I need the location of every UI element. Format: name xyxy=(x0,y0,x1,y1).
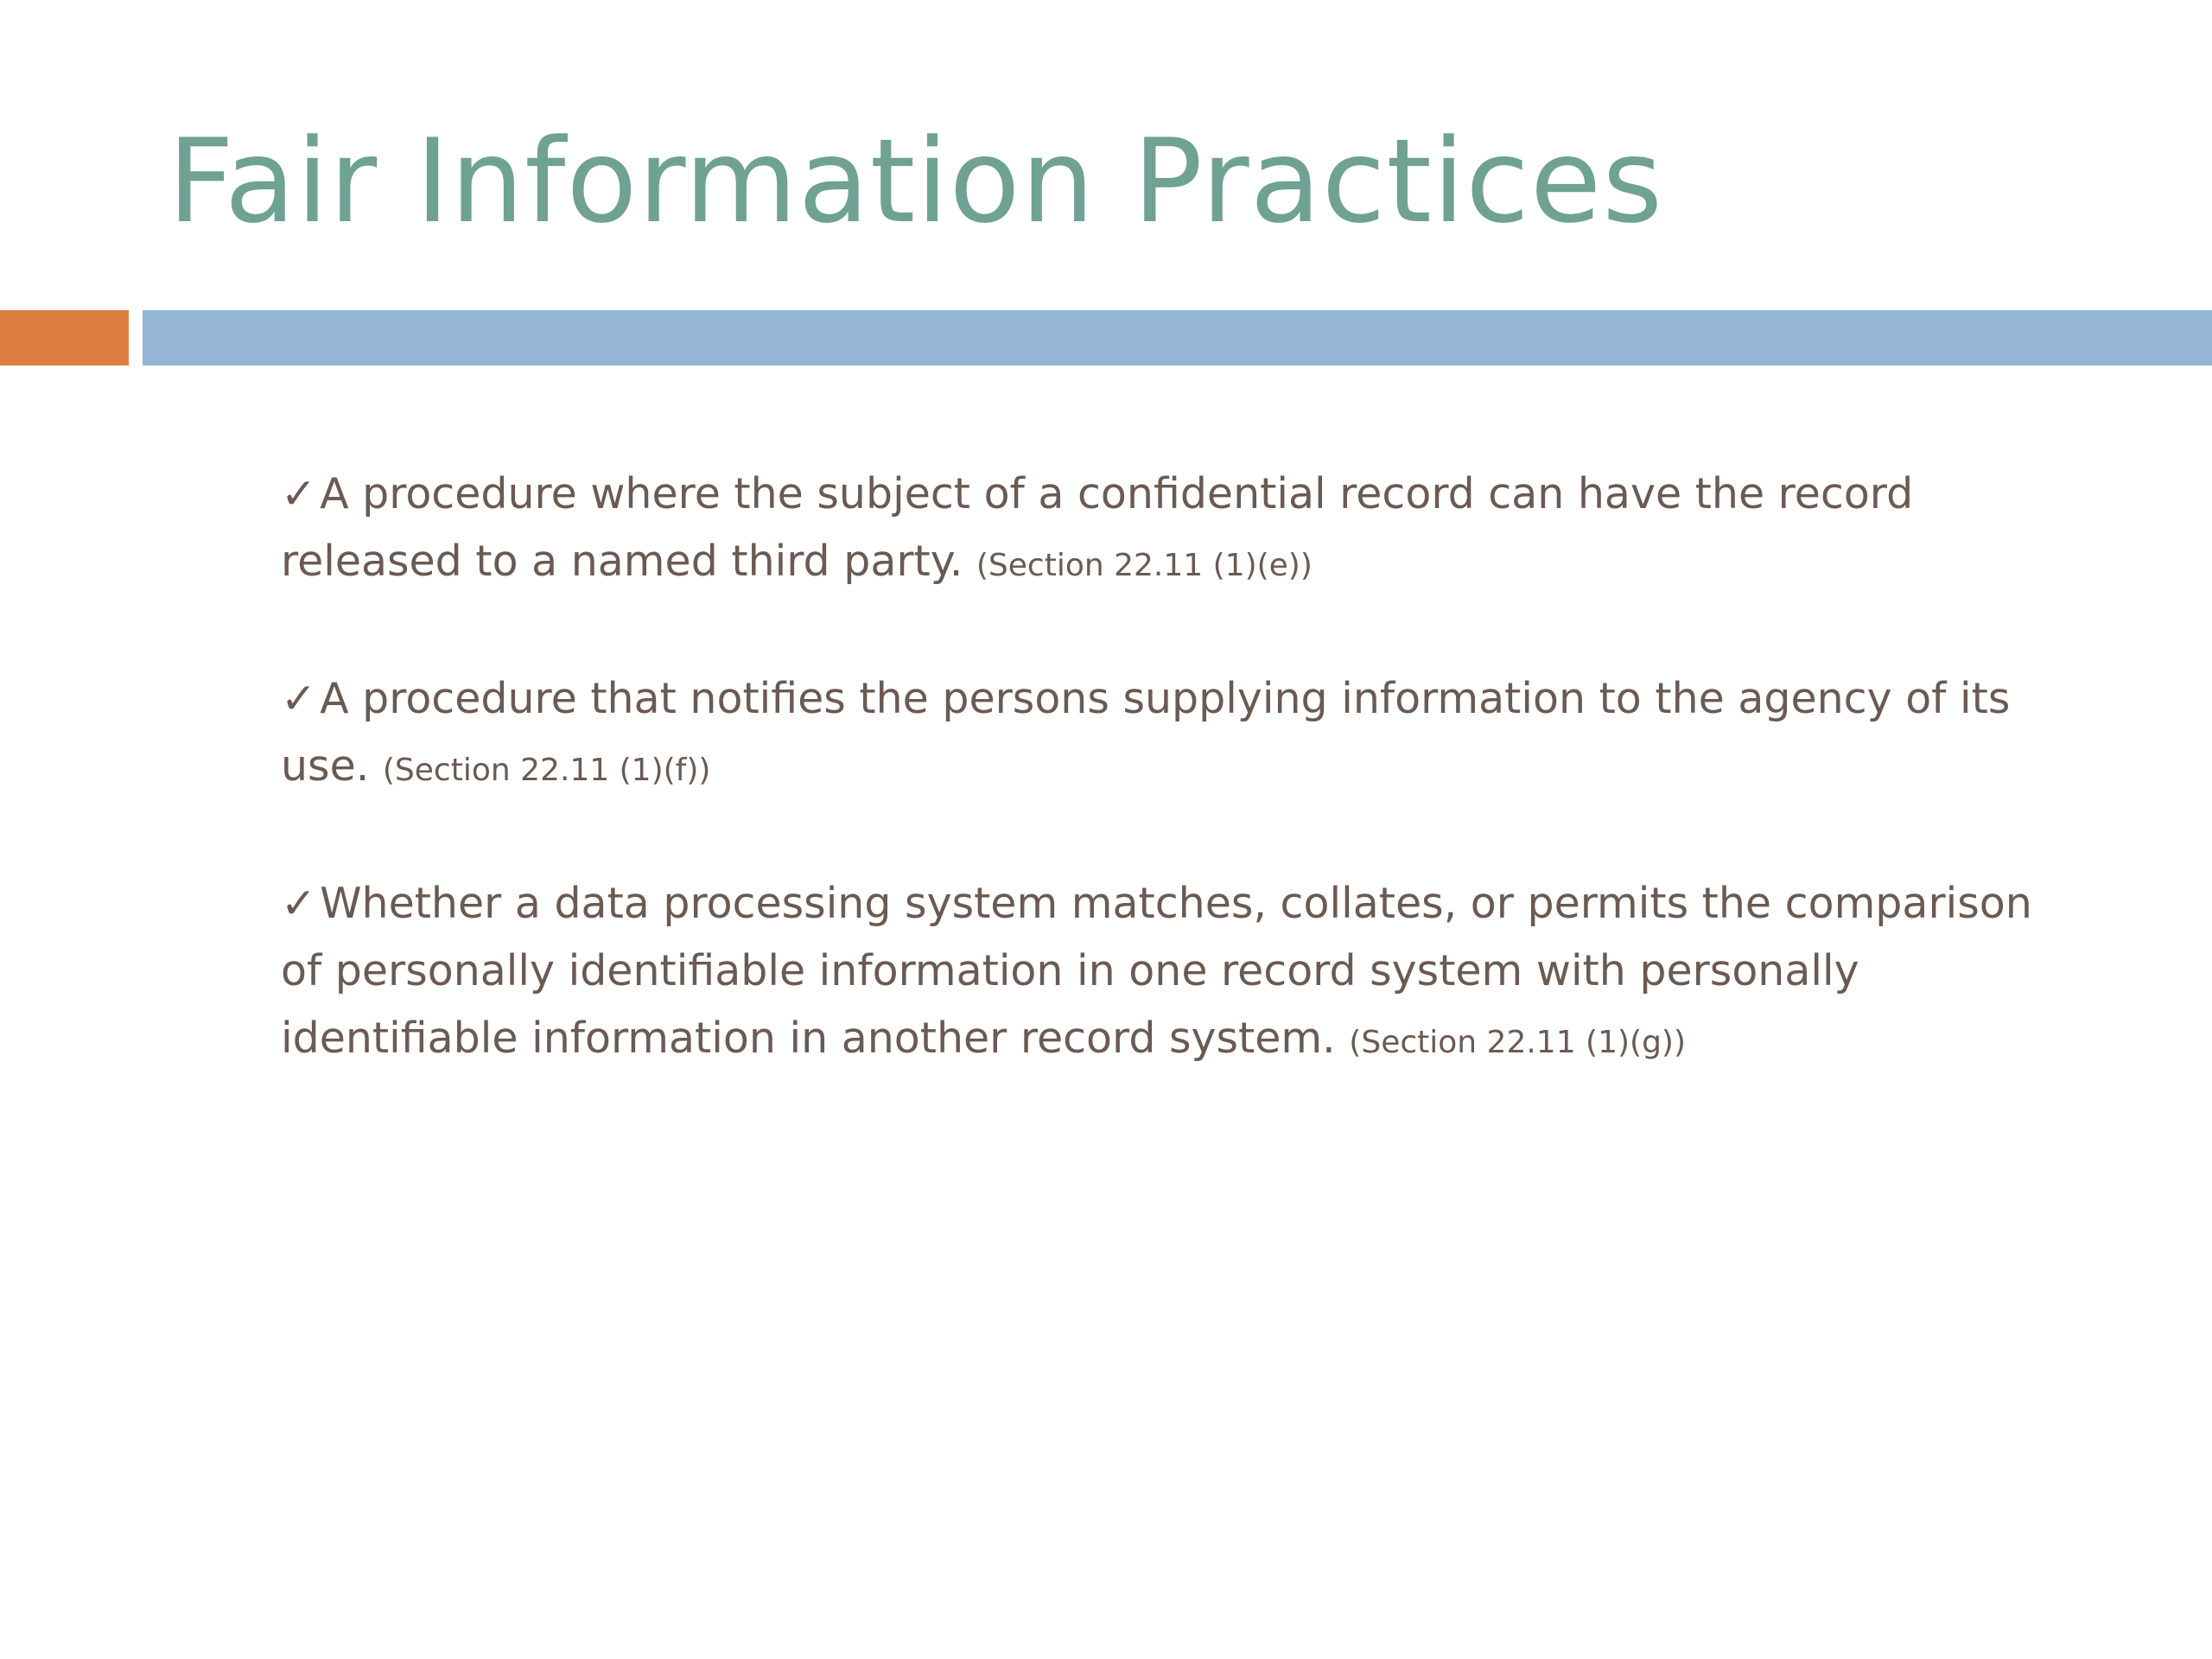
checkmark-icon: ✓ xyxy=(281,469,317,518)
bullet-list xyxy=(281,461,2078,1142)
item-text: A procedure that notifies the persons supplying information to the agency of its use. xyxy=(281,674,2011,791)
item-citation: (Section 22.11 (1)(e)) xyxy=(976,548,1313,583)
checkmark-icon: ✓ xyxy=(281,674,317,723)
item-citation: (Section 22.11 (1)(g)) xyxy=(1349,1025,1687,1060)
item-text: A procedure where the subject of a confidential record can have the record released to a named third party. xyxy=(281,469,1914,586)
slide-title: Fair Information Practices xyxy=(168,114,1664,249)
list-item xyxy=(281,665,2078,804)
list-item xyxy=(281,870,2078,1077)
accent-bar xyxy=(0,310,129,365)
title-divider-bar xyxy=(143,310,2212,365)
item-text: Whether a data processing system matches, collates, or permits the comparison of personally identifiable information in one record system with personally identifiable information in another record system. xyxy=(281,879,2032,1063)
list-item xyxy=(281,461,2078,600)
checkmark-icon: ✓ xyxy=(281,879,317,928)
item-citation: (Section 22.11 (1)(f)) xyxy=(382,753,711,788)
